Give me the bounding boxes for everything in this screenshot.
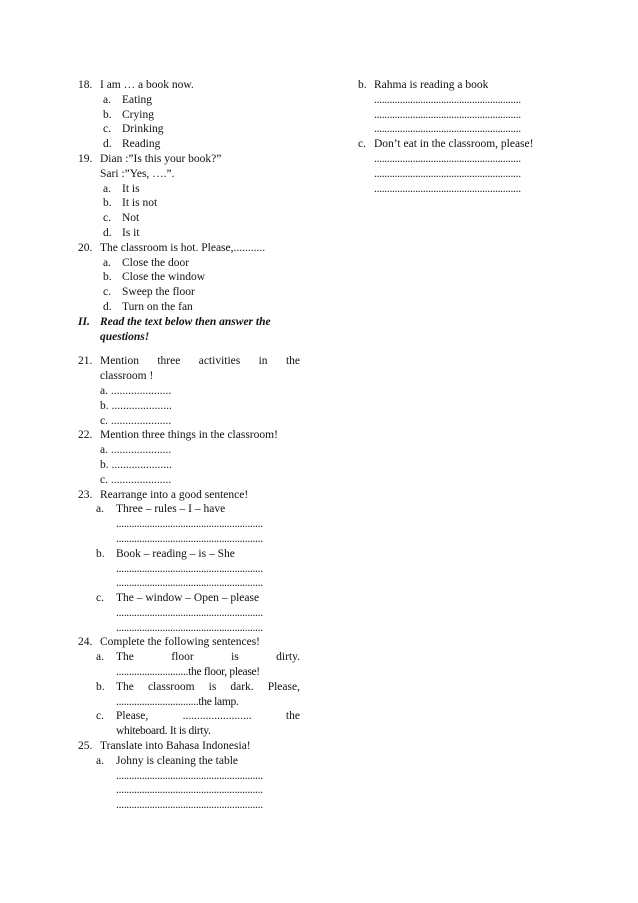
answer-line: ......................................................... <box>374 152 521 165</box>
option: d. Turn on the fan <box>103 300 193 313</box>
question-text-line2: Sari :”Yes, ….”. <box>100 167 175 180</box>
question-number: 18. <box>78 79 93 91</box>
answer-line: ......................................................... <box>116 606 263 619</box>
answer-blank: a. ..................... <box>100 384 172 397</box>
question-number: 25. <box>78 740 93 753</box>
answer-line: ......................................................... <box>374 108 521 121</box>
option: b. Crying <box>103 108 154 121</box>
section-number: II. <box>78 315 90 328</box>
question-24 <box>78 635 300 650</box>
sub-item: b. Rahma is reading a book <box>358 79 489 91</box>
question-number: 21. <box>78 355 93 368</box>
answer-line: ......................................................... <box>116 769 263 782</box>
sub-item: c. Please, ........................ the <box>96 710 300 723</box>
answer-blank: b. ..................... <box>100 399 172 412</box>
option: c. Drinking <box>103 123 164 136</box>
answer-line: ......................................................... <box>116 577 263 590</box>
question-text: The classroom is hot. Please,........... <box>100 241 266 254</box>
left-column <box>78 78 300 813</box>
question-number: 20. <box>78 241 93 254</box>
question-number: 23. <box>78 488 93 501</box>
option: c. Sweep the floor <box>103 286 195 299</box>
question-text: I am … a book now. <box>100 79 194 91</box>
question-text: Complete the following sentences! <box>100 636 261 649</box>
section-heading <box>78 315 300 330</box>
question-21 <box>78 354 300 369</box>
sub-item-line2: ............................the floor, please! <box>116 666 260 679</box>
option: c. Not <box>103 212 140 225</box>
sub-item: a. The floor is dirty. <box>96 651 300 664</box>
section-title-line2: questions! <box>100 330 150 343</box>
answer-line: ......................................................... <box>374 93 521 106</box>
question-18 <box>78 78 300 93</box>
answer-line: ......................................................... <box>116 562 263 575</box>
answer-line: ......................................................... <box>116 784 263 797</box>
sub-item: a. Johny is cleaning the table <box>96 754 238 767</box>
answer-line: ......................................................... <box>116 532 263 545</box>
answer-line: ......................................................... <box>116 518 263 531</box>
question-number: 22. <box>78 429 93 442</box>
option: a. Eating <box>103 93 153 106</box>
sub-item: b. The classroom is dark. Please, <box>96 680 300 693</box>
sub-item: b. Book – reading – is – She <box>96 547 235 560</box>
sub-item: c. Don’t eat in the classroom, please! <box>358 138 534 151</box>
answer-line: ......................................................... <box>116 799 263 812</box>
answer-blank: b. ..................... <box>100 458 172 471</box>
question-number: 19. <box>78 152 93 165</box>
answer-blank: c. ..................... <box>100 414 172 427</box>
question-text: Mention three things in the classroom! <box>100 429 278 442</box>
sub-item: a. Three – rules – I – have <box>96 503 226 516</box>
answer-blank: a. ..................... <box>100 444 172 457</box>
sub-item: c. The – window – Open – please <box>96 592 260 605</box>
question-23 <box>78 488 300 503</box>
answer-blank: c. ..................... <box>100 473 172 486</box>
question-number: 24. <box>78 636 93 649</box>
sub-item-line2: ................................the lamp. <box>116 695 239 708</box>
option: a. Close the door <box>103 256 190 269</box>
option: d. Is it <box>103 226 140 239</box>
answer-line: ......................................................... <box>374 167 521 180</box>
question-text: Mention three activities in the <box>100 355 300 368</box>
question-text: Rearrange into a good sentence! <box>100 488 249 501</box>
option: a. It is <box>103 182 140 195</box>
answer-line: ......................................................... <box>374 182 521 195</box>
answer-line: ......................................................... <box>116 621 263 634</box>
question-text: Dian :”Is this your book?” <box>100 152 222 165</box>
question-19 <box>78 152 300 167</box>
option: d. Reading <box>103 138 161 151</box>
option: b. Close the window <box>103 271 206 284</box>
question-20 <box>78 241 300 256</box>
section-title: Read the text below then answer the <box>100 315 271 328</box>
right-column <box>358 78 562 196</box>
answer-line: ......................................................... <box>374 123 521 136</box>
question-22 <box>78 428 300 443</box>
question-text-line2: classroom ! <box>100 370 154 383</box>
question-text: Translate into Bahasa Indonesia! <box>100 740 251 753</box>
question-25 <box>78 739 300 754</box>
sub-item-line2: whiteboard. It is dirty. <box>116 725 211 738</box>
option: b. It is not <box>103 197 158 210</box>
